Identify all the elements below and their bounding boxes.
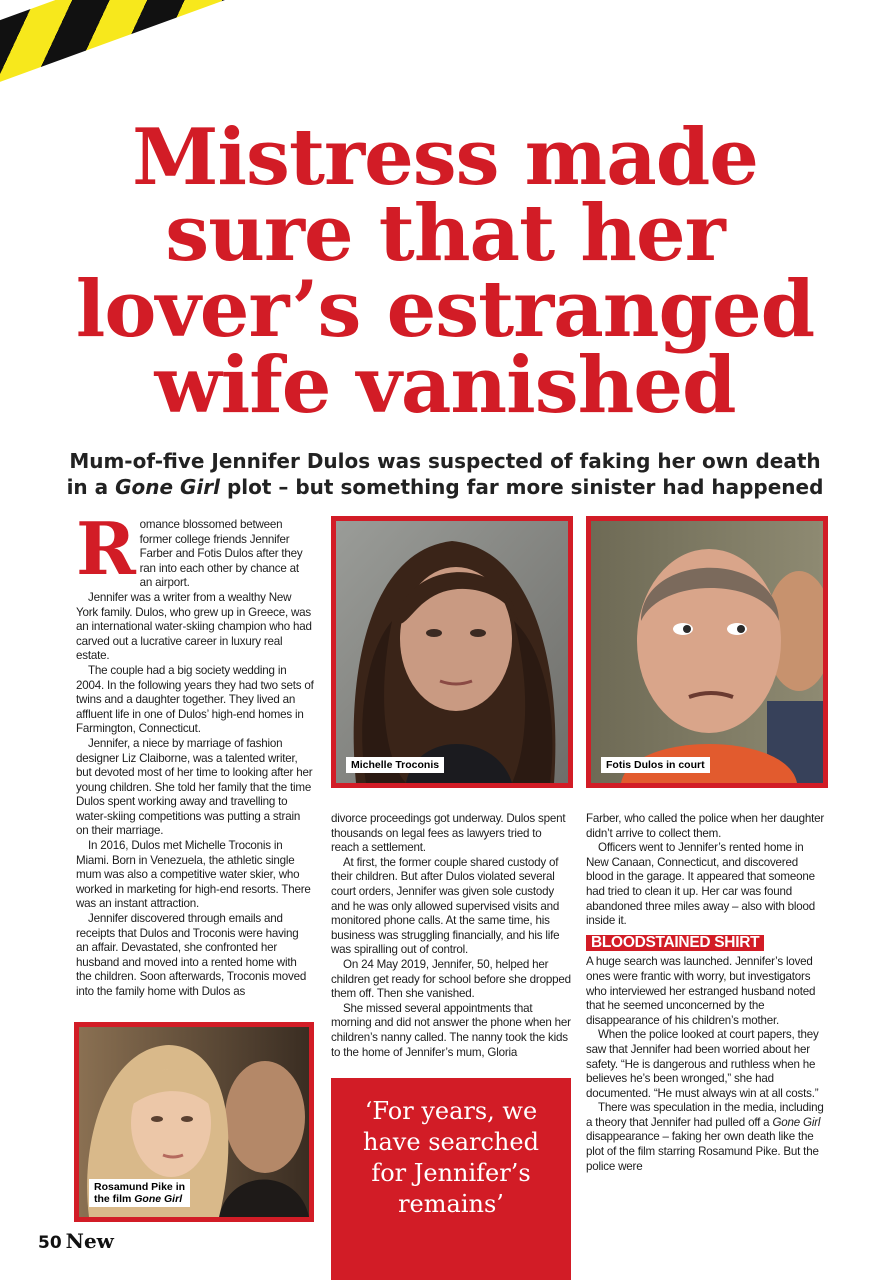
paragraph: The couple had a big society wedding in 2004. In the following years they had two sets of twins and a daughter together. They lived an affluent life in one of Dulos’ high-end homes in Farmington, Connecticut. [76,663,314,736]
paragraph: Jennifer, a niece by marriage of fashion designer Liz Claiborne, was a talented writer, but devoted most of her time to looking after her young children. She told her family that the time Dulos spent working away and travelling to water-skiing competitions was putting a strain on their marriage. [76,736,313,838]
magazine-logo: New [65,1229,114,1253]
article-column-3 [586,812,828,1174]
paragraph: When the police looked at court papers, they saw that Jennifer had been worried about her safety. “He is dangerous and ruthless when he believes he’s been wronged,” she had documented. “He must always win at all costs.” [586,1028,819,1100]
photo-fotis-dulos [586,516,828,788]
paragraph: Jennifer discovered through emails and receipts that Dulos and Troconis were having an affair. Devastated, she confronted her husband and moved into a rented home with the children. Soon afterwards, Troconis moved into the family home with Dulos as [76,912,307,998]
hazard-tape-banner [0,0,636,97]
pull-quote: ‘For years, we have searched for Jennifer’s remains’ [331,1078,571,1280]
article-column-2 [331,812,571,1060]
headline [40,112,850,431]
paragraph: There was speculation in the media, including a theory that Jennifer had pulled off a Gone Girl disappearance – faking her own death like the plot of the film starring Rosamund Pike. But the police were [586,1101,824,1173]
photo-rosamund-pike [74,1022,314,1222]
headline-line-3: lover’s estranged [75,264,815,355]
paragraph: divorce proceedings got underway. Dulos spent thousands on legal fees as lawyers tried to reach a settlement. [331,812,566,855]
standfirst-line-2b: plot – but something far more sinister had happened [220,475,824,499]
standfirst-line-2a: in a [66,475,116,499]
portrait-illustration [336,521,568,783]
standfirst-film-title: Gone Girl [115,475,220,499]
drop-cap: R [76,506,136,591]
headline-line-4: wife vanished [154,340,736,431]
portrait-illustration [591,521,823,783]
headline-line-1: Mistress made [132,112,758,203]
paragraph: Jennifer was a writer from a wealthy New York family. Dulos, who grew up in Greece, was an international water-skiing champion who had carved out a lucrative career in luxury real estate. [76,590,312,663]
page-folio [38,1229,114,1253]
subheading: BLOODSTAINED SHIRT [586,935,764,952]
caption-fotis: Fotis Dulos in court [601,757,710,773]
page-number: 50 [38,1233,62,1253]
paragraph: A huge search was launched. Jennifer’s loved ones were frantic with worry, but investigators who interviewed her estranged husband noted that he seemed unconcerned by the disappearance of his children’s mother. [586,955,816,1027]
paragraph: On 24 May 2019, Jennifer, 50, helped her children get ready for school before she dropped them off. Then she vanished. [331,957,571,1001]
caption-rosamund: Rosamund Pike in the film Gone Girl [89,1179,190,1207]
standfirst-line-1: Mum-of-five Jennifer Dulos was suspected of faking her own death [69,449,821,473]
paragraph: At first, the former couple shared custody of their children. But after Dulos violated several court orders, Jennifer was given sole custody and he was only allowed supervised visits and monitored phone calls. At the same time, his business was struggling financially, and his life was spiralling out of control. [331,855,560,957]
paragraph: Officers went to Jennifer’s rented home in New Canaan, Connecticut, and discovered blood in the garage. It appeared that someone had tried to clean it up. Her car was found abandoned three miles away – also with blood inside it. [586,841,816,928]
paragraph: In 2016, Dulos met Michelle Troconis in Miami. Born in Venezuela, the athletic single mum was also a competitive water skier, who worked in marketing for high-end resorts. There was an instant attraction. [76,839,311,911]
caption-michelle: Michelle Troconis [346,757,444,773]
paragraph: She missed several appointments that morning and did not answer the phone when her children’s nanny called. The nanny took the kids to the home of Jennifer’s mum, Gloria [331,1001,571,1059]
article-column-1 [76,506,314,1000]
headline-line-2: sure that her [165,188,725,279]
paragraph: Romance blossomed between former college friends Jennifer Farber and Fotis Dulos after they ran into each other by chance at an airport. [76,506,303,591]
photo-michelle-troconis [331,516,573,788]
paragraph: Farber, who called the police when her daughter didn’t arrive to collect them. [586,812,825,840]
standfirst [60,448,830,500]
